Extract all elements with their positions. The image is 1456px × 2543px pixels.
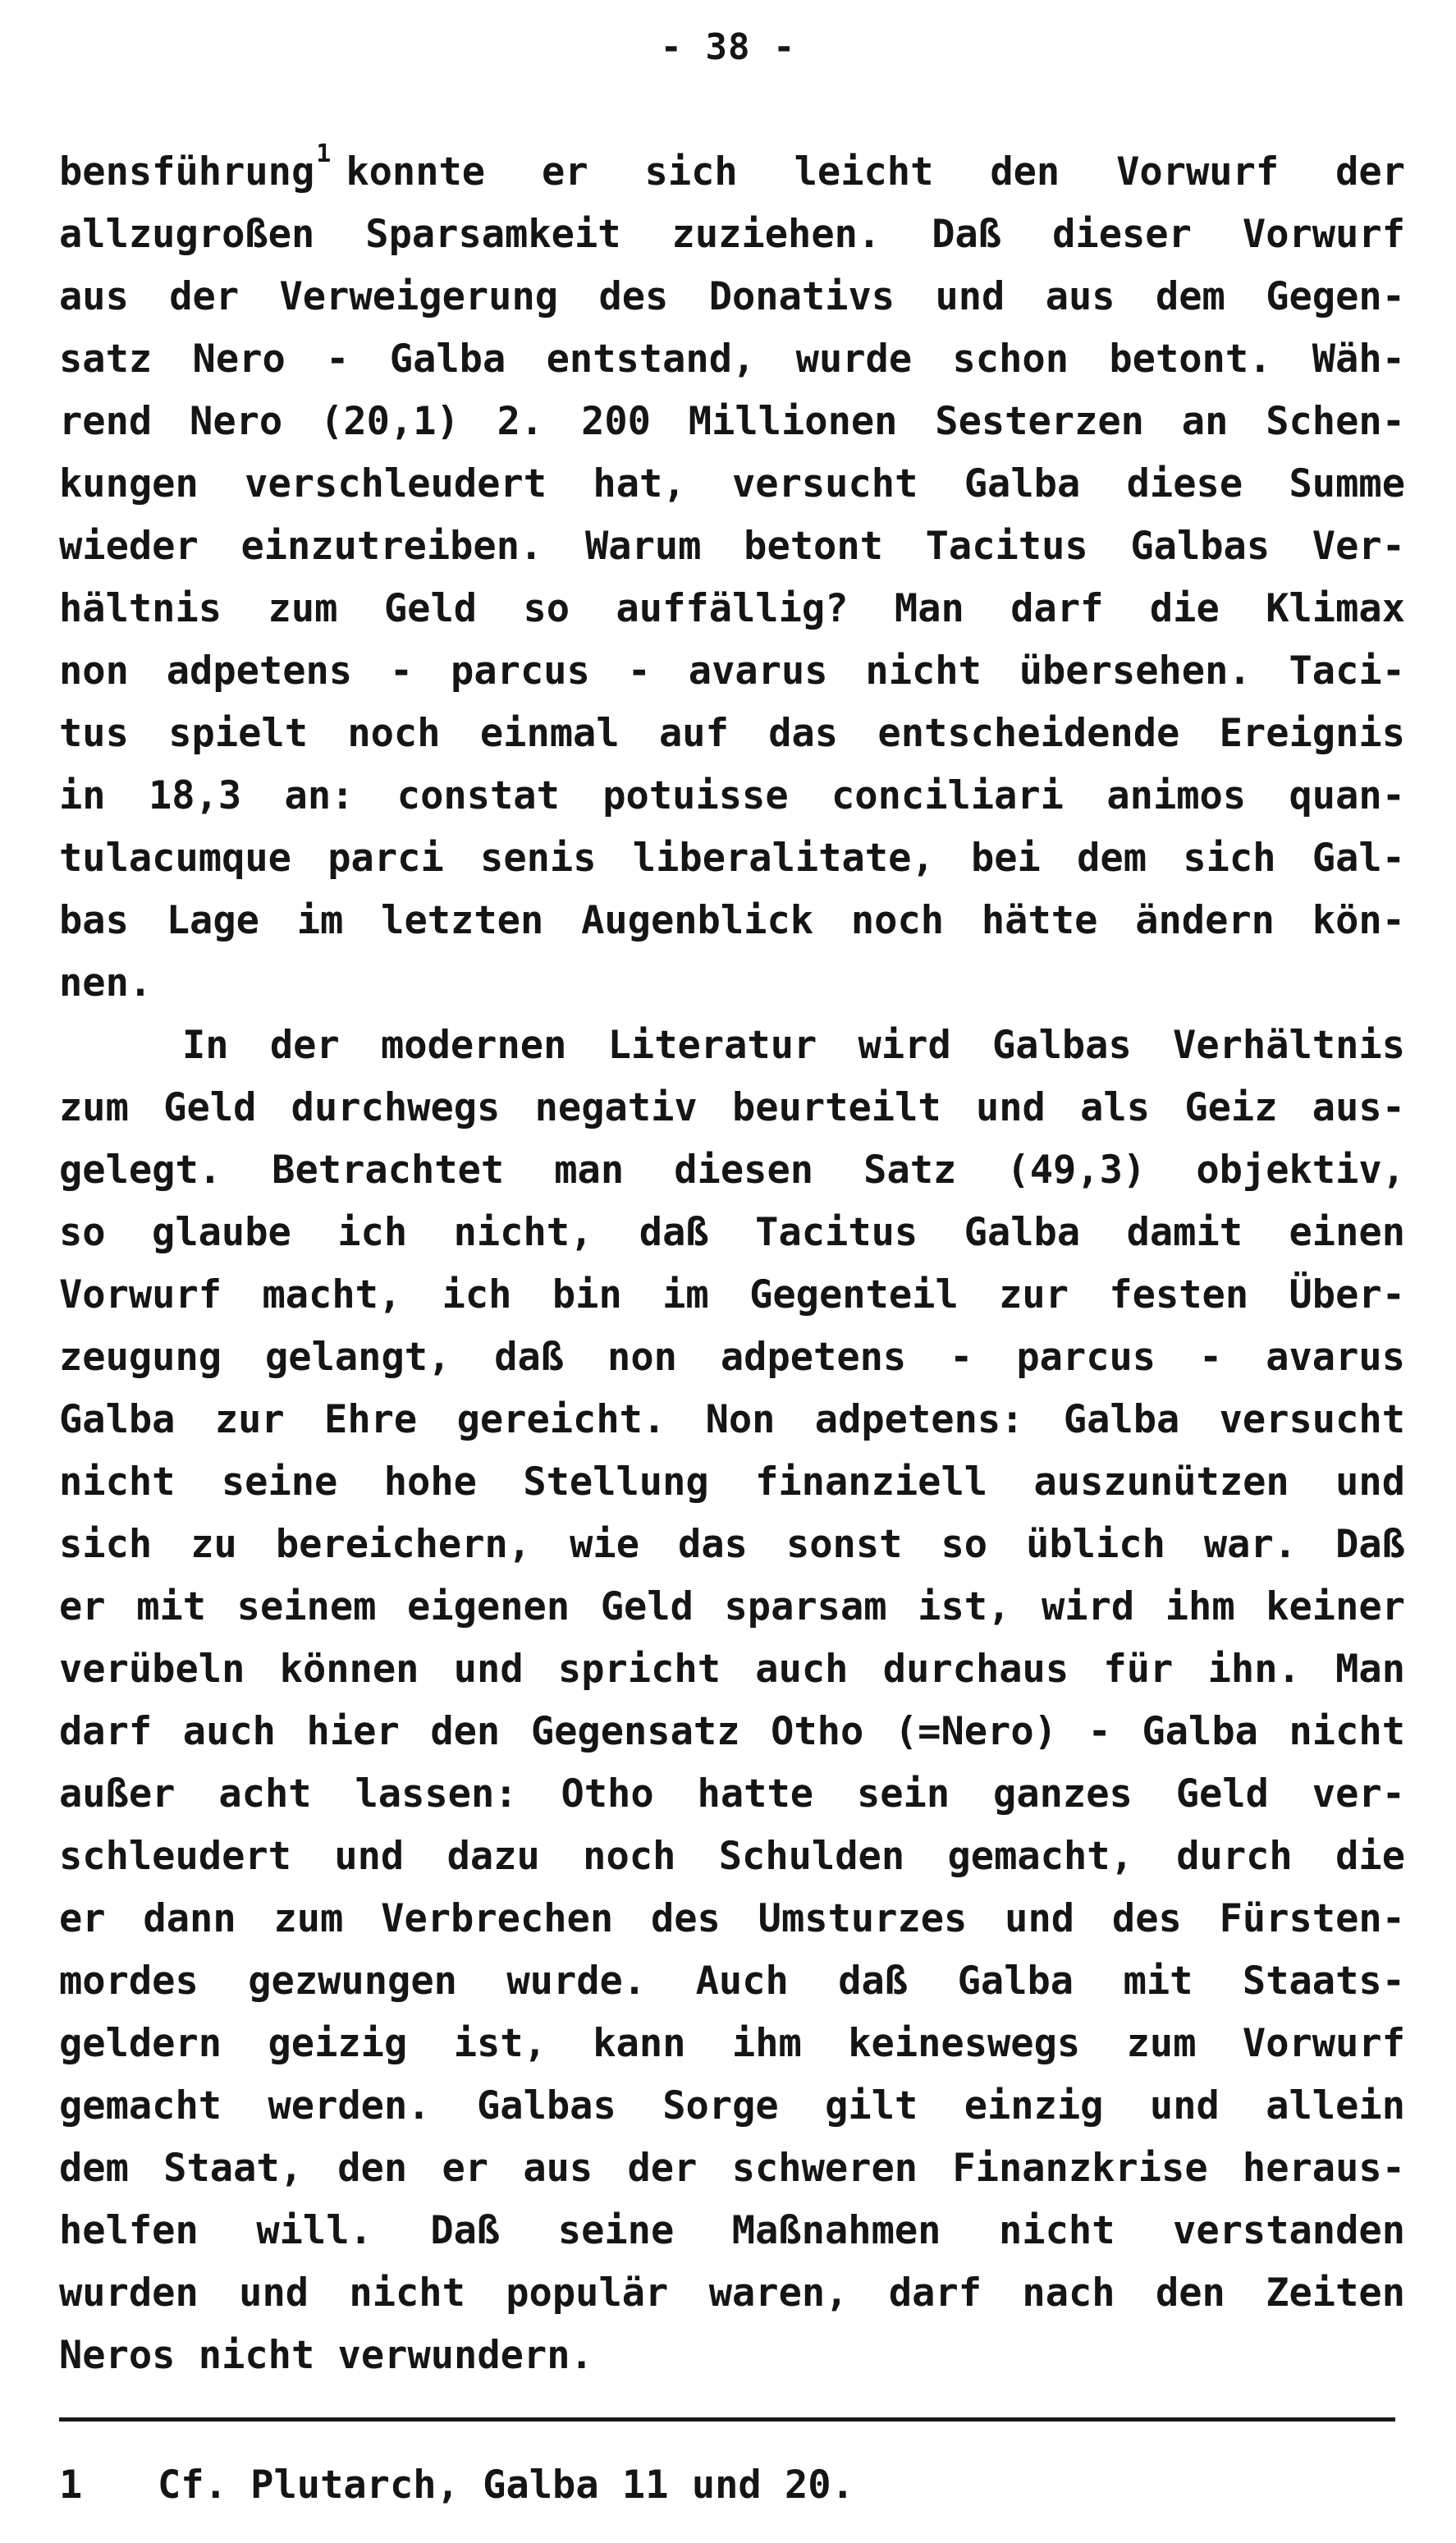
text-line-p1-11: in 18,3 an: constat potuisse conciliari animos quan- bbox=[59, 773, 1405, 818]
page-number: - 38 - bbox=[660, 26, 796, 68]
text-line-p2-19: dem Staat, den er aus der schweren Finanzkrise heraus- bbox=[59, 2146, 1405, 2191]
text-line-p1-9: non adpetens - parcus - avarus nicht übersehen. Taci- bbox=[59, 648, 1405, 694]
text-line-p2-8: nicht seine hohe Stellung finanziell auszunützen und bbox=[59, 1459, 1405, 1505]
text-line-p2-5: Vorwurf macht, ich bin im Gegenteil zur festen Über- bbox=[59, 1272, 1405, 1317]
text-line-p2-17: geldern geizig ist, kann ihm keineswegs zum Vorwurf bbox=[59, 2021, 1405, 2066]
footnote-text: Cf. Plutarch, Galba 11 und 20. bbox=[158, 2463, 854, 2508]
text-line-p1-4: satz Nero - Galba entstand, wurde schon betont. Wäh- bbox=[59, 337, 1405, 382]
text-line-p2-10: er mit seinem eigenen Geld sparsam ist, wird ihm keiner bbox=[59, 1584, 1405, 1629]
text-line-p2-2: zum Geld durchwegs negativ beurteilt und als Geiz aus- bbox=[59, 1085, 1405, 1130]
text-line-p1-13: bas Lage im letzten Augenblick noch hätte ändern kön- bbox=[59, 898, 1405, 943]
text-line-p1-3: aus der Verweigerung des Donativs und aus dem Gegen- bbox=[59, 274, 1405, 319]
text-line-p2-3: gelegt. Betrachtet man diesen Satz (49,3) objektiv, bbox=[59, 1148, 1405, 1193]
text-line-p1-14: nen. bbox=[59, 960, 153, 1006]
text-line-p2-22: Neros nicht verwundern. bbox=[59, 2333, 593, 2378]
body-text bbox=[59, 141, 1405, 2387]
footnote-number: 1 bbox=[59, 2463, 83, 2508]
text-line-p2-21: wurden und nicht populär waren, darf nach den Zeiten bbox=[59, 2270, 1405, 2316]
text-line-p2-20: helfen will. Daß seine Maßnahmen nicht verstanden bbox=[59, 2208, 1405, 2253]
text-line-p1-12: tulacumque parci senis liberalitate, bei dem sich Gal- bbox=[59, 836, 1405, 881]
text-line-p1-1 bbox=[59, 141, 1405, 204]
footnote-divider bbox=[59, 2417, 1395, 2422]
text-line-p2-16: mordes gezwungen wurde. Auch daß Galba mit Staats- bbox=[59, 1959, 1405, 2004]
text-line-p2-13: außer acht lassen: Otho hatte sein ganzes Geld ver- bbox=[59, 1771, 1405, 1817]
text-line-p2-14: schleudert und dazu noch Schulden gemacht, durch die bbox=[59, 1834, 1405, 1879]
text-line-p2-6: zeugung gelangt, daß non adpetens - parcus - avarus bbox=[59, 1335, 1405, 1380]
text-line-p1-8: hältnis zum Geld so auffällig? Man darf die Klimax bbox=[59, 586, 1405, 631]
text-line-p2-9: sich zu bereichern, wie das sonst so üblich war. Daß bbox=[59, 1522, 1405, 1567]
paragraph-1 bbox=[59, 141, 1405, 1015]
text-line-p2-18: gemacht werden. Galbas Sorge gilt einzig und allein bbox=[59, 2083, 1405, 2128]
text-line-p2-1: In der modernen Literatur wird Galbas Verhältnis bbox=[182, 1023, 1405, 1068]
text-line-p1-6: kungen verschleudert hat, versucht Galba diese Summe bbox=[59, 461, 1405, 506]
footnote bbox=[59, 2454, 1405, 2517]
text-line-p2-12: darf auch hier den Gegensatz Otho (=Nero) - Galba nicht bbox=[59, 1709, 1405, 1754]
text-line-p2-4: so glaube ich nicht, daß Tacitus Galba damit einen bbox=[59, 1210, 1405, 1255]
text-line-p1-1-rest: konnte er sich leicht den Vorwurf der bbox=[346, 149, 1405, 195]
text-line-p1-5: rend Nero (20,1) 2. 200 Millionen Sesterzen an Schen- bbox=[59, 399, 1405, 444]
text-line-p2-7: Galba zur Ehre gereicht. Non adpetens: Galba versucht bbox=[59, 1397, 1405, 1442]
footnote-reference: 1 bbox=[316, 140, 332, 168]
paragraph-2 bbox=[59, 1015, 1405, 2387]
text-line-p2-15: er dann zum Verbrechen des Umsturzes und des Fürsten- bbox=[59, 1896, 1405, 1941]
text-line-p1-1-start: bensführung bbox=[59, 149, 315, 195]
text-line-p1-7: wieder einzutreiben. Warum betont Tacitus Galbas Ver- bbox=[59, 524, 1405, 569]
text-line-p2-11: verübeln können und spricht auch durchaus für ihn. Man bbox=[59, 1647, 1405, 1692]
text-line-p1-2: allzugroßen Sparsamkeit zuziehen. Daß dieser Vorwurf bbox=[59, 212, 1405, 257]
text-line-p1-10: tus spielt noch einmal auf das entscheidende Ereignis bbox=[59, 711, 1405, 756]
